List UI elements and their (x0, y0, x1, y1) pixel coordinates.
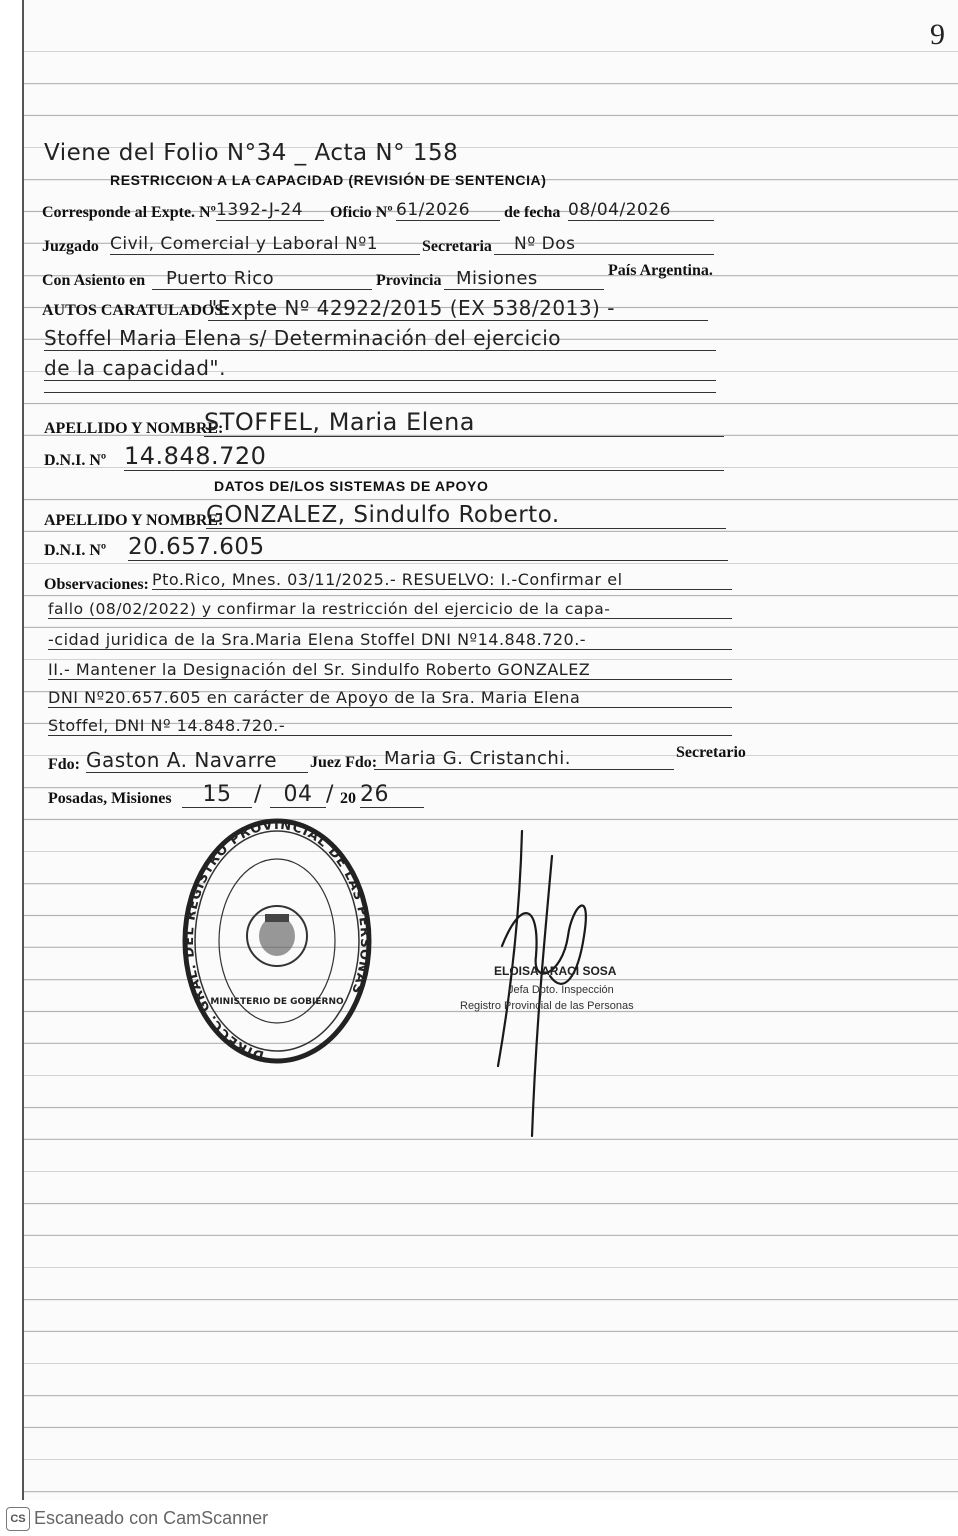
autos-blank-line (44, 392, 716, 393)
persona-dni-value: 14.848.720 (124, 442, 724, 471)
observaciones-line-3: -cidad juridica de la Sra.Maria Elena Stoffel DNI Nº14.848.720.- (48, 630, 732, 650)
fecha-label: de fecha (504, 204, 561, 221)
scanner-watermark-text: Escaneado con CamScanner (34, 1508, 269, 1528)
seal-outer-text: DIRECC. GRAL. DEL REGISTRO PROVINCIAL DE LAS PERSONAS (182, 818, 372, 1063)
observaciones-line-6: Stoffel, DNI Nº 14.848.720.- (48, 716, 732, 736)
oficio-label: Oficio Nº (330, 204, 393, 221)
lugar-label: Posadas, Misiones (48, 790, 172, 807)
secretario-label: Secretario (676, 744, 746, 761)
secretaria-value: Nº Dos (494, 234, 714, 255)
pais-label: País Argentina. (608, 262, 713, 279)
apoyo-dni-label: D.N.I. Nº (44, 542, 107, 559)
stamp-role: Jefa Dpto. Inspección (508, 984, 614, 996)
fecha-dia: 15 (182, 782, 252, 808)
apoyo-title: DATOS DE/LOS SISTEMAS DE APOYO (214, 478, 489, 494)
apoyo-nombre-label: APELLIDO Y NOMBRE: (44, 512, 224, 529)
observaciones-line-2: fallo (08/02/2022) y confirmar la restricción del ejercicio de la capa- (48, 600, 732, 619)
stamp-name: ELOISA ARACI SOSA (494, 964, 617, 978)
juez-label: Juez Fdo: (310, 754, 378, 771)
asiento-value: Puerto Rico (152, 268, 372, 290)
fecha-anio-suffix: 26 (360, 782, 424, 808)
observaciones-line-1: Pto.Rico, Mnes. 03/11/2025.- RESUELVO: I.-Confirmar el (152, 570, 732, 590)
form-title: RESTRICCION A LA CAPACIDAD (REVISIÓN DE SENTENCIA) (110, 172, 547, 188)
fecha-value: 08/04/2026 (568, 200, 714, 221)
autos-line-1: "Expte Nº 42922/2015 (EX 538/2013) - (208, 296, 708, 321)
autos-line-3: de la capacidad". (44, 356, 716, 381)
secretario-value: Maria G. Cristanchi. (374, 748, 674, 770)
juzgado-label: Juzgado (42, 238, 99, 255)
juez-value: Gaston A. Navarre (86, 748, 308, 773)
apoyo-dni-value: 20.657.605 (128, 534, 728, 561)
scanner-footer (0, 1500, 958, 1536)
document-page (22, 0, 958, 1500)
seal-inner-text: MINISTERIO DE GOBIERNO (210, 997, 344, 1007)
official-seal (182, 818, 372, 1068)
observaciones-label: Observaciones: (44, 576, 149, 593)
persona-dni-label: D.N.I. Nº (44, 452, 107, 469)
provincia-value: Misiones (444, 268, 604, 290)
stamp-org: Registro Provincial de las Personas (460, 1000, 634, 1012)
provincia-label: Provincia (376, 272, 442, 289)
autos-label: AUTOS CARATULADOS: (42, 302, 229, 319)
observaciones-line-4: II.- Mantener la Designación del Sr. Sindulfo Roberto GONZALEZ (48, 660, 732, 680)
juzgado-value: Civil, Comercial y Laboral Nº1 (110, 234, 420, 255)
autos-line-2: Stoffel Maria Elena s/ Determinación del ejercicio (44, 326, 716, 351)
observaciones-line-5: DNI Nº20.657.605 en carácter de Apoyo de la Sra. Maria Elena (48, 688, 732, 708)
asiento-label: Con Asiento en (42, 272, 146, 289)
expte-label: Corresponde al Expte. Nº (42, 204, 216, 221)
header-folio-acta: Viene del Folio N°34 _ Acta N° 158 (44, 140, 459, 166)
fdo-label: Fdo: (48, 756, 80, 773)
persona-nombre-value: STOFFEL, Maria Elena (204, 408, 724, 437)
coat-of-arms-icon (247, 906, 307, 966)
apoyo-nombre-value: GONZALEZ, Sindulfo Roberto. (206, 502, 726, 529)
oficio-value: 61/2026 (396, 200, 500, 221)
fecha-sep-1: / (254, 782, 262, 807)
camscanner-logo-icon: CS (6, 1507, 30, 1531)
fecha-anio-prefix: 20 (340, 790, 356, 807)
fecha-mes: 04 (270, 782, 326, 808)
persona-nombre-label: APELLIDO Y NOMBRE: (44, 420, 224, 437)
page-corner-number: 9 (930, 18, 945, 51)
secretaria-label: Secretaria (422, 238, 492, 255)
expte-value: 1392-J-24 (216, 200, 324, 221)
fecha-sep-2: / (326, 782, 334, 807)
